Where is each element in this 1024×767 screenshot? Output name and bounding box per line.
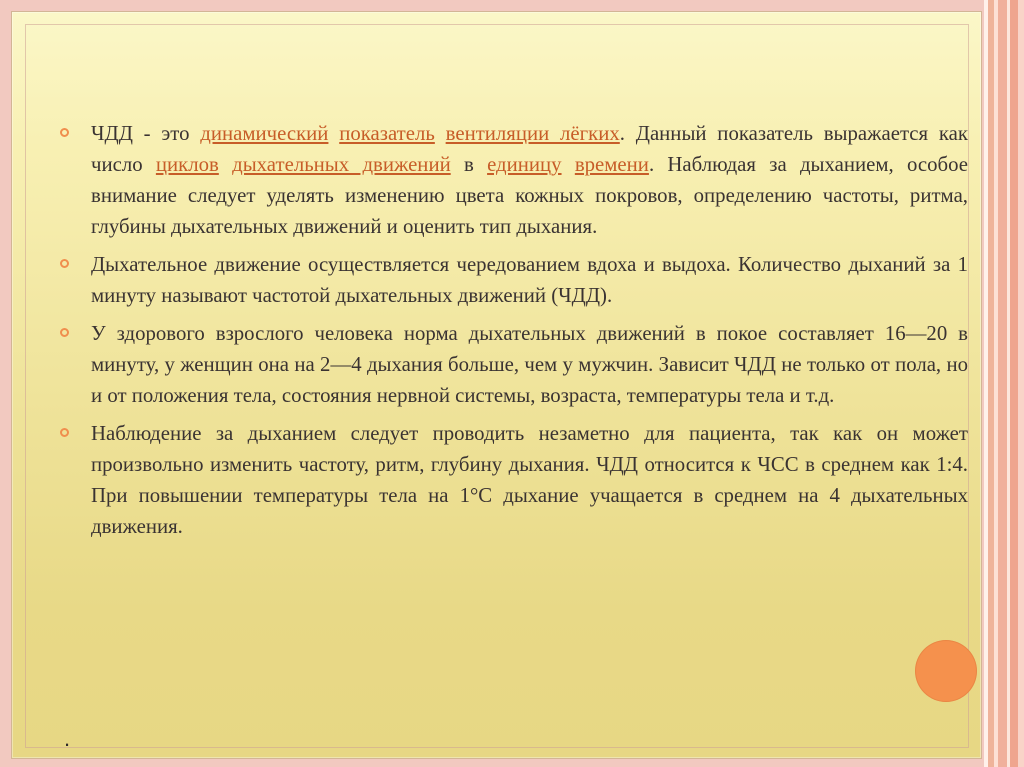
- hyperlink[interactable]: показатель: [339, 122, 435, 145]
- bullet-text: . Наблюдая за дыханием, особое внимание следует уделять изменению цвета кожных покровов, определению частоты, ритма, глубины дыхательных движений и оценить тип дыхания.: [91, 153, 969, 238]
- hyperlink[interactable]: времени: [574, 153, 649, 176]
- bullet-text: [328, 122, 339, 145]
- bullet-circle-icon: [60, 128, 69, 137]
- bullet-list: [60, 118, 968, 549]
- bullet-circle-icon: [60, 428, 69, 437]
- decorative-right-stripes: [984, 0, 1024, 767]
- decorative-stripe: [1010, 0, 1018, 767]
- hyperlink[interactable]: динамический: [200, 122, 329, 145]
- bullet-item: [60, 318, 968, 411]
- bullet-text: У здорового взрослого человека норма дыхательных движений в покое составляет 16—20 в минуту, у женщин она на 2—4 дыхания больше, чем у мужчин. Зависит ЧДД не только от пола, но и от положения тела, состояния нервной системы, возраста, температуры тела и т.д.: [91, 322, 968, 407]
- bullet-text: Наблюдение за дыханием следует проводить незаметно для пациента, так как он может произвольно изменить частоту, ритм, глубину дыхания. ЧДД относится к ЧСС в среднем как 1:4. При повышении температуры тела на 1°С дыхание учащается в среднем на 4 дыхательных движения.: [91, 422, 968, 538]
- hyperlink[interactable]: вентиляции лёгких: [445, 122, 620, 145]
- bullet-item: [60, 118, 968, 242]
- bullet-text: [219, 153, 232, 176]
- orange-circle-decoration: [915, 640, 977, 702]
- hyperlink[interactable]: циклов: [155, 153, 219, 176]
- decorative-stripe: [1018, 0, 1024, 767]
- decorative-stripe: [998, 0, 1007, 767]
- footer-mark: .: [64, 726, 71, 751]
- bullet-circle-icon: [60, 259, 69, 268]
- bullet-text: Дыхательное движение осуществляется чередованием вдоха и выдоха. Количество дыханий за 1 минуту называют частотой дыхательных движений (ЧДД).: [91, 253, 968, 307]
- bullet-item: [60, 418, 968, 542]
- bullet-circle-icon: [60, 328, 69, 337]
- bullet-text: ЧДД - это: [91, 122, 201, 145]
- hyperlink[interactable]: дыхательных движений: [232, 153, 451, 176]
- bullet-text: [562, 153, 575, 176]
- hyperlink[interactable]: единицу: [487, 153, 562, 176]
- bullet-text: . Данный показатель выражается как число: [91, 122, 968, 176]
- bullet-item: [60, 249, 968, 311]
- bullet-text: [435, 122, 446, 145]
- bullet-text: в: [450, 153, 488, 176]
